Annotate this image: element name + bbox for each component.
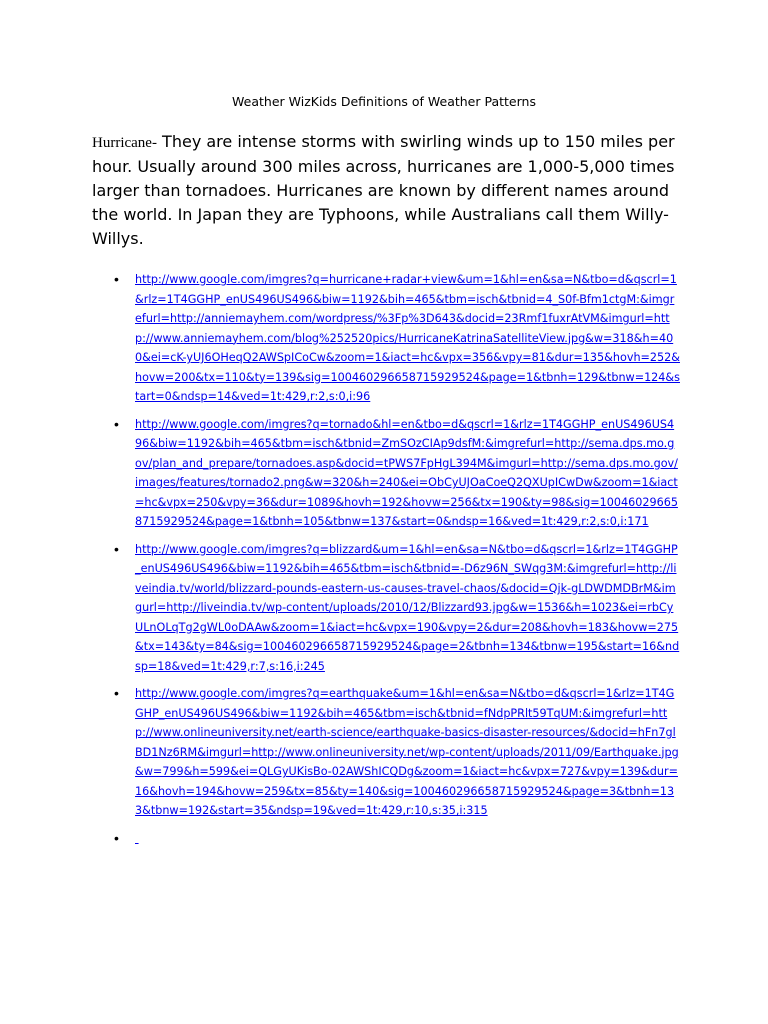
bullet-icon: •: [114, 829, 119, 846]
list-item: [0, 270, 768, 407]
tornado-image-link[interactable]: http://www.google.com/imgres?q=tornado&hl=en&tbo=d&qscrl=1&rlz=1T4GGHP_enUS496US496&biw=1192&bih=465&tbm=isch&tbnid=ZmSOzCIAp9dsfM:&imgrefurl=http://sema.dps.mo.gov/plan_and_prepare/tornadoes.asp&docid=tPWS7FpHgL394M&imgurl=http://sema.dps.mo.gov/images/features/tornado2.png&w=320&h=240&ei=ObCyUJOaCoeQ2QXUpICwDw&zoom=1&iact=hc&vpx=250&vpy=36&dur=1089&hovh=192&hovw=256&tx=190&ty=98&sig=100460296658715929524&page=1&tbnh=105&tbnw=137&start=0&ndsp=16&ved=1t:429,r:2,s:0,i:171: [135, 417, 678, 528]
bullet-icon: •: [114, 415, 119, 432]
list-item: [0, 415, 768, 532]
list-item: [0, 684, 768, 821]
bullet-icon: •: [114, 685, 119, 701]
list-item: [0, 829, 768, 849]
list-item: [0, 540, 768, 677]
definition-term: Hurricane-: [92, 135, 157, 151]
bullet-icon: •: [114, 540, 119, 557]
hurricane-image-link[interactable]: http://www.google.com/imgres?q=hurricane+radar+view&um=1&hl=en&sa=N&tbo=d&qscrl=1&rlz=1T4GGHP_enUS496US496&biw=1192&bih=465&tbm=isch&tbnid=4_S0f-Bfm1ctgM:&imgrefurl=http://anniemayhem.com/wordpress/%3Fp%3D643&docid=23Rmf1fuxrAtVM&imgurl=http://www.anniemayhem.com/blog%252520pics/HurricaneKatrinaSatelliteView.jpg&w=318&h=400&ei=cK-yUJ6OHeqQ2AWSpICoCw&zoom=1&iact=hc&vpx=356&vpy=81&dur=135&hovh=252&hovw=200&tx=110&ty=139&sig=100460296658715929524&page=1&tbnh=129&tbnw=124&start=0&ndsp=14&ved=1t:429,r:2,s:0,i:96: [135, 273, 680, 403]
blizzard-image-link[interactable]: http://www.google.com/imgres?q=blizzard&um=1&hl=en&sa=N&tbo=d&qscrl=1&rlz=1T4GGHP_enUS496US496&biw=1192&bih=465&tbm=isch&tbnid=-D6z96N_SWqg3M:&imgrefurl=http://liveindia.tv/world/blizzard-pounds-eastern-us-causes-travel-chaos/&docid=Qjk-gLDWDMDBrM&imgurl=http://liveindia.tv/wp-content/uploads/2010/12/Blizzard93.jpg&w=1536&h=1023&ei=rbCyULnOLqTg2gWL0oDAAw&zoom=1&iact=hc&vpx=190&vpy=2&dur=208&hovh=183&hovw=275&tx=143&ty=84&sig=100460296658715929524&page=2&tbnh=134&tbnw=195&start=16&ndsp=18&ved=1t:429,r:7,s:16,i:245: [135, 542, 680, 673]
link-list: [0, 270, 768, 856]
hurricane-definition: [92, 130, 682, 251]
empty-list-entry: [135, 829, 680, 849]
document-title: Weather WizKids Definitions of Weather Patterns: [232, 94, 536, 109]
earthquake-image-link[interactable]: http://www.google.com/imgres?q=earthquake&um=1&hl=en&sa=N&tbo=d&qscrl=1&rlz=1T4GGHP_enUS496US496&biw=1192&bih=465&tbm=isch&tbnid=fNdpPRlt59TqUM:&imgrefurl=http://www.onlineuniversity.net/earth-science/earthquake-basics-disaster-resources/&docid=hFn7glBD1Nz6RM&imgurl=http://www.onlineuniversity.net/wp-content/uploads/2011/09/Earthquake.jpg&w=799&h=599&ei=QLGyUKisBo-02AWShICQDg&zoom=1&iact=hc&vpx=727&vpy=139&dur=16&hovh=194&hovw=259&tx=85&ty=140&sig=100460296658715929524&page=3&tbnh=133&tbnw=192&start=35&ndsp=19&ved=1t:429,r:10,s:35,i:315: [135, 687, 679, 817]
definition-text: They are intense storms with swirling winds up to 150 miles per hour. Usually around 300 miles across, hurricanes are 1,000-5,000 times larger than tornadoes. Hurricanes are known by different names around the world. In Japan they are Typhoons, while Australians call them Willy-Willys.: [92, 132, 675, 248]
bullet-icon: •: [114, 271, 119, 287]
